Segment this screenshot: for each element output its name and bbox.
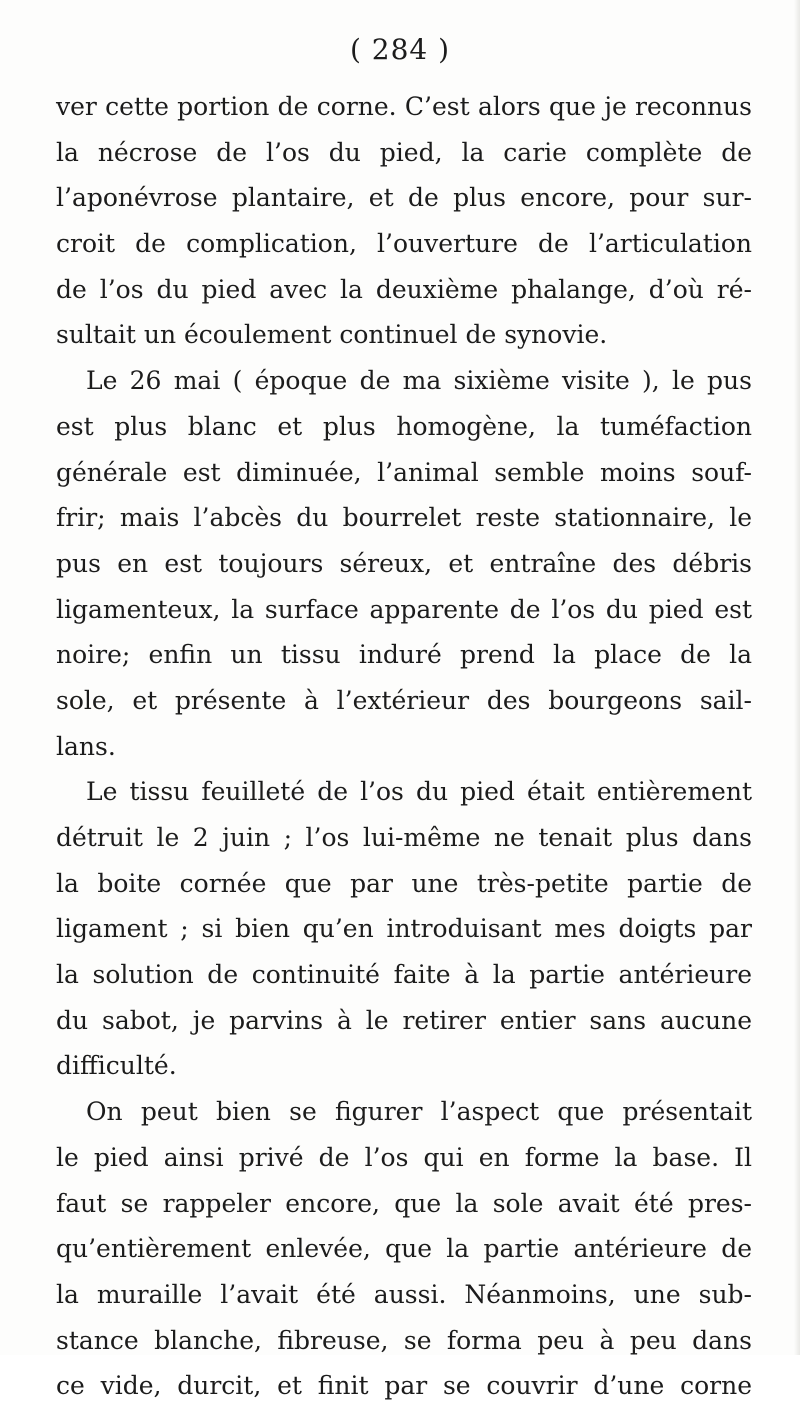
body-text [56, 84, 752, 1409]
scan-edge [794, 0, 800, 1355]
text-line: sultait un écoulement continuel de synovie. [56, 320, 608, 350]
text-line: la nécrose de l’os du pied, la carie complète de [56, 137, 752, 167]
text-line: stance blanche, fibreuse, se forma peu à peu dans [56, 1325, 752, 1355]
text-line: sole, et présente à l’extérieur des bourgeons sail- [56, 685, 752, 715]
text-line: lans. [56, 731, 116, 761]
text-line: générale est diminuée, l’animal semble moins souf- [56, 457, 752, 487]
text-line: croit de complication, l’ouverture de l’articulation [56, 229, 752, 259]
text-line: On peut bien se figurer l’aspect que présentait [86, 1097, 752, 1127]
text-line: ce vide, durcit, et finit par se couvrir d’une corne [56, 1371, 752, 1401]
text-line: ver cette portion de corne. C’est alors que je reconnus [56, 92, 752, 121]
page-number: ( 284 ) [349, 33, 451, 66]
text-line: la muraille l’avait été aussi. Néanmoins, une sub- [56, 1279, 752, 1309]
text-line: frir; mais l’abcès du bourrelet reste stationnaire, le [56, 503, 752, 533]
text-line: la solution de continuité faite à la partie antérieure [56, 960, 752, 990]
text-line: l’aponévrose plantaire, et de plus encore, pour sur- [56, 183, 752, 213]
text-line: est plus blanc et plus homogène, la tuméfaction [56, 411, 752, 441]
text-line: de l’os du pied avec la deuxième phalange, d’où ré- [56, 274, 752, 304]
text-line: Le 26 mai ( époque de ma sixième visite ), le pus [86, 366, 752, 396]
text-line: difficulté. [56, 1051, 177, 1081]
text-line: faut se rappeler encore, que la sole avait été pres- [56, 1188, 752, 1218]
text-line: la boite cornée que par une très-petite partie de [56, 868, 752, 898]
text-line: du sabot, je parvins à le retirer entier sans aucune [56, 1005, 752, 1035]
text-line: noire; enfin un tissu induré prend la place de la [56, 640, 752, 670]
text-line: Le tissu feuilleté de l’os du pied était entièrement [86, 777, 752, 807]
text-line: pus en est toujours séreux, et entraîne des débris [56, 548, 752, 578]
text-line: ligamenteux, la surface apparente de l’os du pied est [56, 594, 752, 624]
text-line: détruit le 2 juin ; l’os lui-même ne tenait plus dans [56, 823, 752, 852]
text-line: ligament ; si bien qu’en introduisant mes doigts par [56, 914, 752, 944]
text-line: le pied ainsi privé de l’os qui en forme la base. Il [56, 1142, 752, 1172]
text-line: qu’entièrement enlevée, que la partie antérieure de [56, 1234, 752, 1264]
